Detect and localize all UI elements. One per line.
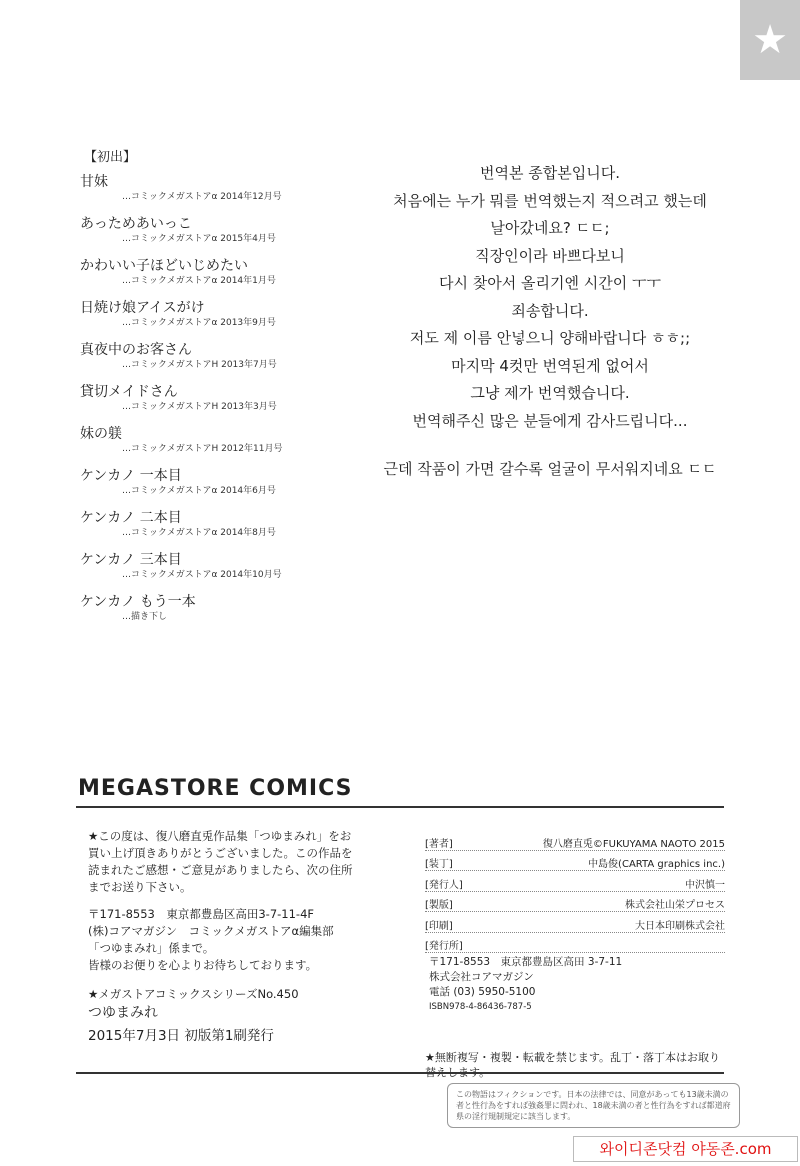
credits-block: [425, 830, 725, 1015]
credit-row: [425, 851, 725, 872]
credit-label: [装丁]: [425, 859, 453, 870]
divider: [76, 806, 724, 808]
work-source: …コミックメガストアH 2013年7月号: [122, 360, 277, 370]
book-title: つゆまみれ: [88, 1005, 158, 1021]
work-source: …コミックメガストアα 2013年9月号: [122, 318, 276, 328]
series-number: ★メガストアコミックスシリーズNo.450: [88, 987, 299, 1001]
note-line: 날아갔네요? ㄷㄷ;: [490, 219, 610, 237]
publisher-company: 株式会社コアマガジン: [429, 971, 534, 983]
credit-row: [425, 912, 725, 933]
credit-row: [425, 892, 725, 913]
work-title: あっためあいっこ: [80, 216, 192, 232]
work-source: …描き下し: [122, 612, 168, 622]
fiction-notice: この物語はフィクションです。日本の法律では、同意があっても13歳未満の者と性行為をすれば強姦罪に問われ、18歳未満の者と性行為をすれば都道府県の淫行規制規定に該当します。: [447, 1083, 740, 1128]
work-source: …コミックメガストアα 2015年4月号: [122, 234, 276, 244]
credit-row: [425, 871, 725, 892]
list-item: [80, 299, 340, 341]
work-title: ケンカノ もう一本: [80, 594, 196, 610]
list-item: [80, 425, 340, 467]
work-title: ケンカノ 二本目: [80, 510, 182, 526]
corner-tab: [740, 0, 800, 80]
work-title: 貸切メイドさん: [80, 384, 178, 400]
work-source: …コミックメガストアH 2012年11月号: [122, 444, 283, 454]
work-source: …コミックメガストアα 2014年1月号: [122, 276, 276, 286]
list-item: [80, 551, 340, 593]
work-title: 日焼け娘アイスがけ: [80, 300, 205, 316]
note-line: 그냥 제가 번역했습니다.: [470, 384, 630, 402]
watermark: 와이디존닷컴 야동존.com: [573, 1136, 798, 1162]
work-title: ケンカノ 三本目: [80, 552, 182, 568]
credit-value: 中沢慎一: [685, 879, 725, 891]
note-line: 마지막 4컷만 번역된게 없어서: [451, 356, 649, 375]
credit-label: [発行所]: [425, 941, 463, 952]
work-source: …コミックメガストアα 2014年8月号: [122, 528, 276, 538]
list-item: [80, 467, 340, 509]
first-publication-heading: 【初出】: [84, 150, 137, 165]
work-title: 真夜中のお客さん: [80, 342, 192, 358]
note-last-line: 근데 작품이 가면 갈수록 얼굴이 무서워지네요 ㄷㄷ: [383, 460, 717, 478]
credit-row: [425, 830, 725, 851]
credit-label: [製版]: [425, 900, 453, 911]
closing-text: 皆様のお便りを心よりお待ちしております。: [88, 958, 318, 972]
note-line: 처음에는 누가 뭐를 번역했는지 적으려고 했는데: [393, 191, 707, 210]
work-source: …コミックメガストアα 2014年6月号: [122, 486, 276, 496]
work-title: 甘妹: [80, 174, 108, 190]
credit-value: 株式会社山栄プロセス: [625, 900, 725, 911]
note-line: 저도 제 이름 안넣으니 양해바랍니다 ㅎㅎ;;: [409, 329, 691, 347]
list-item: [80, 215, 340, 257]
credit-label: [印刷]: [425, 920, 453, 932]
list-item: [80, 509, 340, 551]
publisher-phone: 電話 (03) 5950-5100: [429, 986, 536, 998]
note-line: 번역해주신 많은 분들에게 감사드립니다...: [412, 411, 688, 430]
credit-label: [発行人]: [425, 879, 463, 891]
note-line: 다시 찾아서 올리기엔 시간이 ㅜㅜ: [439, 274, 661, 292]
publisher-info: [429, 955, 725, 1015]
copy-notice: ★無断複写・複製・転載を禁じます。乱丁・落丁本はお取り替えします。: [425, 1051, 720, 1079]
publisher-address: 〒171-8553 東京都豊島区高田 3-7-11: [429, 956, 623, 968]
translator-note: [330, 160, 770, 484]
first-publication-list: [80, 146, 340, 635]
list-item: [80, 341, 340, 383]
work-title: ケンカノ 一本目: [80, 468, 182, 484]
reader-message: [88, 828, 358, 1045]
star-icon: ★: [752, 17, 788, 63]
message-paragraph: ★この度は、復八磨直兎作品集「つゆまみれ」をお買い上げ頂きありがとうございました。この作品を読まれたご感想・ご意見がありましたら、次の住所までお送り下さい。: [88, 829, 353, 894]
work-title: 妹の躾: [80, 426, 122, 442]
credit-label: [著者]: [425, 838, 453, 850]
list-item: [80, 257, 340, 299]
credit-row: [425, 933, 725, 954]
credit-value: 中島俊(CARTA graphics inc.): [588, 859, 725, 870]
credit-value: 大日本印刷株式会社: [635, 920, 725, 932]
publication-date: 2015年7月3日 初版第1刷発行: [88, 1028, 274, 1044]
work-title: かわいい子ほどいじめたい: [80, 258, 248, 274]
note-line: 번역본 종합본입니다.: [480, 164, 620, 182]
work-source: …コミックメガストアα 2014年10月号: [122, 570, 282, 580]
address-line: (株)コアマガジン コミックメガストアα編集部: [88, 924, 334, 938]
work-source: …コミックメガストアH 2013年3月号: [122, 402, 277, 412]
note-line: 직장인이라 바쁘다보니: [475, 246, 625, 265]
brand-logo: MEGASTORE COMICS: [78, 776, 353, 801]
divider: [76, 1072, 724, 1074]
list-item: [80, 593, 340, 635]
work-source: …コミックメガストアα 2014年12月号: [122, 192, 282, 202]
isbn: ISBN978-4-86436-787-5: [429, 1002, 532, 1012]
address-line: 「つゆまみれ」係まで。: [88, 941, 215, 955]
list-item: [80, 383, 340, 425]
note-line: 죄송합니다.: [511, 301, 589, 320]
address-line: 〒171-8553 東京都豊島区高田3-7-11-4F: [88, 907, 315, 921]
credit-value: 復八磨直兎©FUKUYAMA NAOTO 2015: [542, 838, 725, 850]
list-item: [80, 173, 340, 215]
